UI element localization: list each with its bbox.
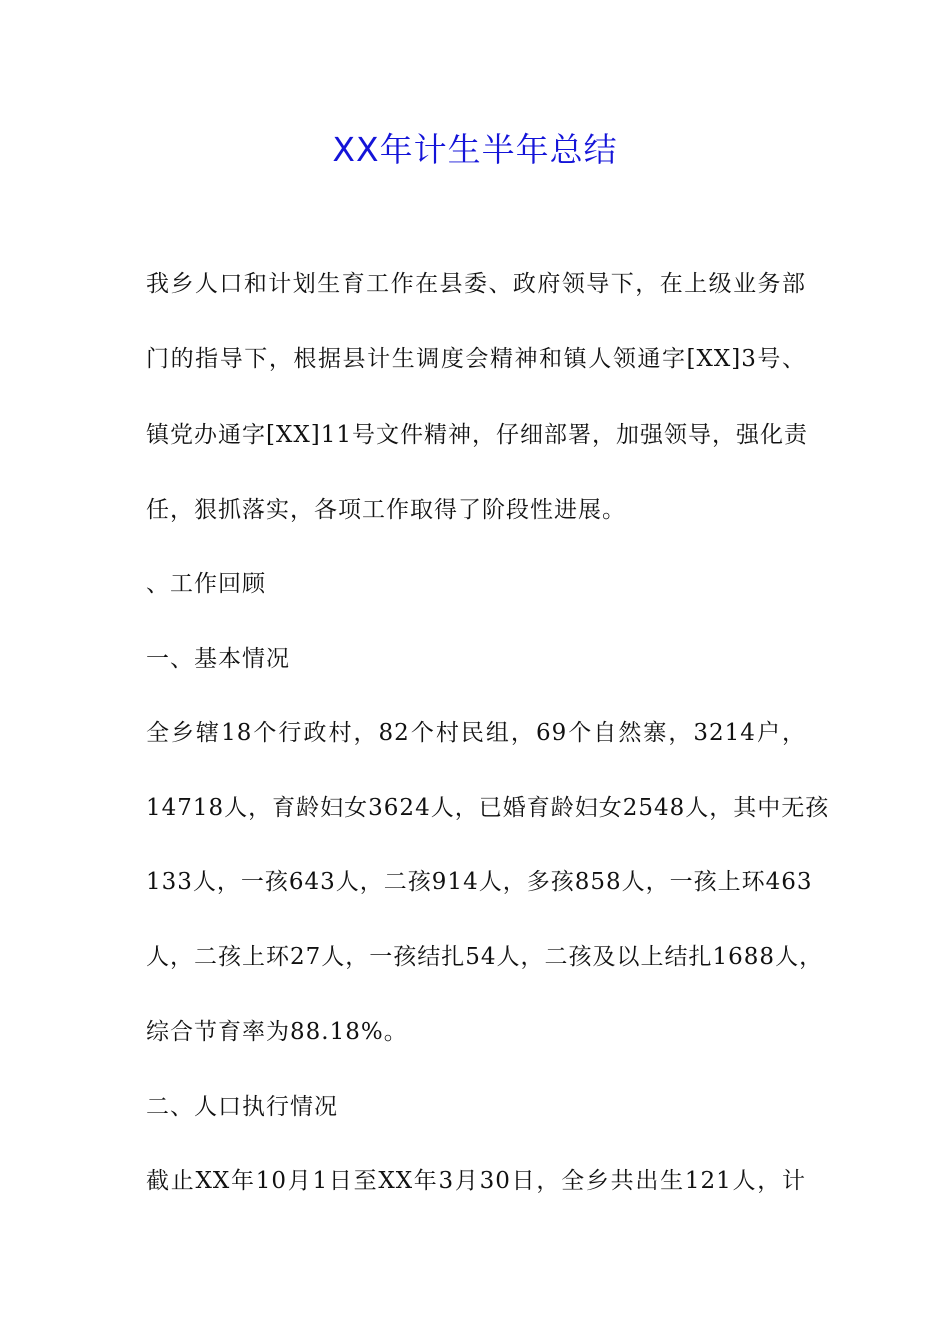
section-heading: 、工作回顾 bbox=[146, 571, 266, 597]
paragraph-line: 镇党办通字[XX]11号文件精神，仔细部署，加强领导，强化责 bbox=[146, 422, 808, 448]
paragraph-line: 我乡人口和计划生育工作在县委、政府领导下，在上级业务部 bbox=[146, 271, 806, 297]
paragraph-line: 人，二孩上环27人，一孩结扎54人，二孩及以上结扎1688人， bbox=[146, 944, 824, 970]
section-heading: 一、基本情况 bbox=[146, 646, 290, 672]
document-title: XX年计生半年总结 bbox=[332, 130, 618, 169]
paragraph-line: 133人，一孩643人，二孩914人，多孩858人，一孩上环463 bbox=[146, 869, 813, 895]
paragraph-line: 14718人，育龄妇女3624人，已婚育龄妇女2548人，其中无孩 bbox=[146, 795, 830, 821]
paragraph-line: 门的指导下，根据县计生调度会精神和镇人领通字[XX]3号、 bbox=[146, 346, 806, 372]
paragraph-line: 任，狠抓落实，各项工作取得了阶段性进展。 bbox=[146, 497, 626, 523]
paragraph-line: 全乡辖18个行政村，82个村民组，69个自然寨，3214户， bbox=[146, 720, 806, 746]
paragraph-line: 综合节育率为88.18%。 bbox=[146, 1019, 408, 1045]
paragraph-line: 截止XX年10月1日至XX年3月30日，全乡共出生121人，计 bbox=[146, 1168, 806, 1194]
section-heading: 二、人口执行情况 bbox=[146, 1094, 338, 1120]
